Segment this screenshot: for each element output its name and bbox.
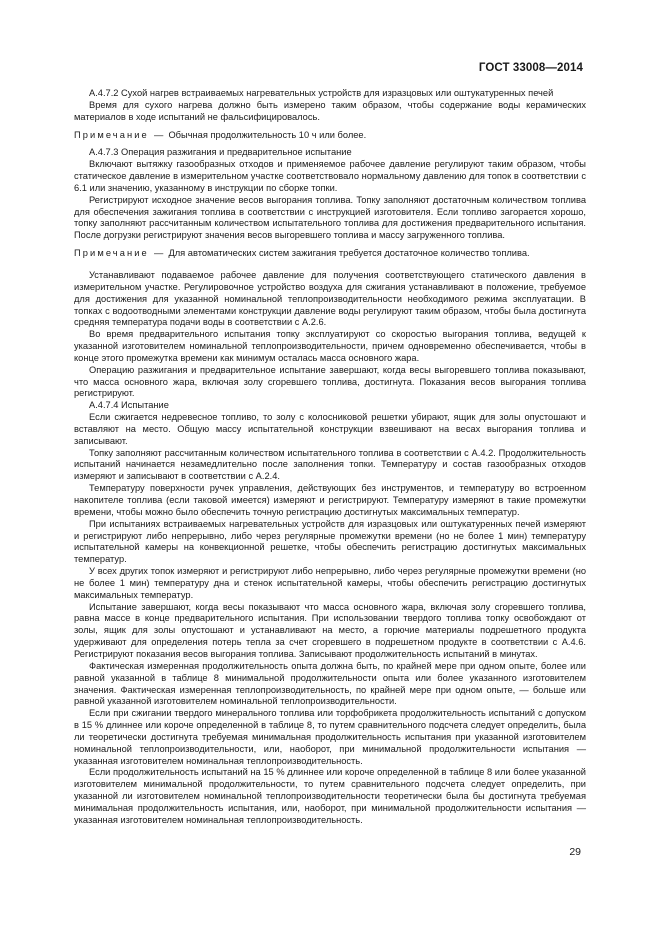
note: Примечание — Обычная продолжительность 10 ч или более. [74, 129, 367, 140]
paragraph: Операцию разжигания и предварительное испытание завершают, когда весы выгоревшего топлива показывают, что масса основного жара, включая золу сгоревшего топлива, достигнута. Показания весов выгорания топлива регистрируют. [74, 364, 586, 399]
paragraph: Если сжигается недревесное топливо, то золу с колосниковой решетки убирают, ящик для золы опустошают и вставляют на место. Общую массу испытательной конструкции взвешивают на весах выгорания топлива и записывают. [74, 412, 586, 446]
paragraph: Если при сжигании твердого минерального топлива или торфобрикета продолжительность испытаний с допуском в 15 % длиннее или короче определенной в таблице 8, то путем сравнительного подсчета следует определить, была ли теоретически достигнута требуемая минимальная продолжительность испытания при указанной изготовителем номинальной теплопроизводительности, или, наоборот, при минимальной продолжительности испытания — указанная изготовителем номинальная теплопроизводительность. [74, 708, 586, 766]
paragraph: Испытание завершают, когда весы показывают что масса основного жара, включая золу сгоревшего топлива, равна массе в конце предварительного испытания. При использовании твердого топлива топку освобождают от золы, ящик для золы опустошают и устанавливают на место, а горючие материалы подрешетного продукта удерживают для определения потерь тепла за счет сгоревшего в подрешетном продукте в соответствии с А.4.6. Регистрируют показания весов выгорания топлива. Записывают продолжительность испытаний в минутах. [74, 601, 586, 659]
paragraph: При испытаниях встраиваемых нагревательных устройств для изразцовых или оштукатуренных печей измеряют и регистрируют либо непрерывно, либо через регулярные промежутки времени (но не более 1 мин) температуру испытательной камеры на конвекционной решетке, чтобы обеспечить регистрацию достигнутых максимальных температур. [74, 518, 586, 565]
note: Примечание — Для автоматических систем зажигания требуется достаточное количество топлива. [74, 248, 530, 259]
section-heading-a-4-7-3: А.4.7.3 Операция разжигания и предварительное испытание [89, 147, 352, 158]
section-heading-a-4-7-2: А.4.7.2 Сухой нагрев встраиваемых нагревательных устройств для изразцовых или оштукатуренных печей [89, 88, 554, 98]
paragraph: Фактическая измеренная продолжительность опыта должна быть, по крайней мере при одном опыте, более или равной указанной в таблице 8 минимальной продолжительности опыта или более указанного изготовителем значения. Фактическая измеренная теплопроизводительность, по крайней мере при одном опыте, — больше или равной указанной изготовителем номинальной теплопроизводительности. [74, 660, 586, 707]
paragraph: Если продолжительность испытаний на 15 % длиннее или короче определенной в таблице 8 или более указанной изготовителем минимальной продолжительности, то путем сравнительного подсчета следует определить, при указанной ли изготовителем номинальной теплопроизводительности теоретически была бы достигнута требуемая минимальная продолжительность испытания, или, наоборот, при минимальной продолжительности испытания — указанная изготовителем номинальная теплопроизводительность. [74, 767, 586, 825]
paragraph: Регистрируют исходное значение весов выгорания топлива. Топку заполняют достаточным количеством топлива для обеспечения зажигания топлива в соответствии с инструкцией изготовителя. Если топливо загорается хорошо, топку заполняют рассчитанным количеством испытательного топлива для достижения предварительного испытания. После догрузки регистрируют значения весов выгоревшего топлива и массу загруженного топлива. [74, 194, 586, 241]
paragraph: Включают вытяжку газообразных отходов и применяемое рабочее давление регулируют таким образом, чтобы статическое давление в измерительном участке соответствовало нормальному давлению для топок в соответствии с 6.1 или значению, указанному в инструкции по сборке топки. [74, 159, 586, 193]
note-text: Обычная продолжительность 10 ч или более. [168, 129, 367, 140]
paragraph: Температуру поверхности ручек управления, действующих без инструментов, и температуру во встроенном накопителе топлива (если таковой имеется) измеряют и регистрируют. Температуру измеряют в такие промежутки времени, чтобы можно было обеспечить точную регистрацию достигнутых максимальных температур. [74, 483, 586, 517]
paragraph: Во время предварительного испытания топку эксплуатируют со скоростью выгорания топлива, ведущей к указанной изготовителем номинальной теплопроизводительности, причем одновременно обеспечивается, чтобы в конце этого промежутка времени как минимум осталась масса основного жара. [74, 329, 586, 363]
document-body [74, 88, 586, 827]
note-label: Примечание [74, 129, 149, 140]
paragraph: Топку заполняют рассчитанным количеством испытательного топлива в соответствии с А.4.2. Продолжительность испытаний начинается незамедлительно после заполнения топки. Температуру и состав газообразных отходов измеряют и записывают в соответствии с А.2.4. [74, 447, 586, 482]
section-heading-a-4-7-4: А.4.7.4 Испытание [89, 400, 169, 411]
paragraph: Устанавливают подаваемое рабочее давление для получения соответствующего статического давления в измерительном участке. Регулировочное устройство воздуха для сжигания устанавливают в положение, требуемое для достижения для указанной номинальной теплопроизводительности необходимого режима эксплуатации. В топках с водоотводными элементами конструкции давление воды регулируют таким образом, чтобы была достигнута средняя температура подачи воды в соответствии с А.2.6. [74, 269, 586, 328]
note-text: Для автоматических систем зажигания требуется достаточное количество топлива. [168, 248, 530, 259]
paragraph: У всех других топок измеряют и регистрируют либо непрерывно, либо через регулярные промежутки времени (но не более 1 мин) температуру дна и стенок испытательной камеры, чтобы обеспечить регистрацию достигнутых максимальных температур. [74, 566, 586, 600]
note-label: Примечание [74, 248, 149, 259]
document-header: ГОСТ 33008—2014 [478, 62, 583, 74]
page-number: 29 [569, 846, 581, 858]
paragraph: Время для сухого нагрева должно быть измерено таким образом, чтобы содержание воды керамических материалов в ходе испытаний не фальсифицировалось. [74, 99, 586, 122]
